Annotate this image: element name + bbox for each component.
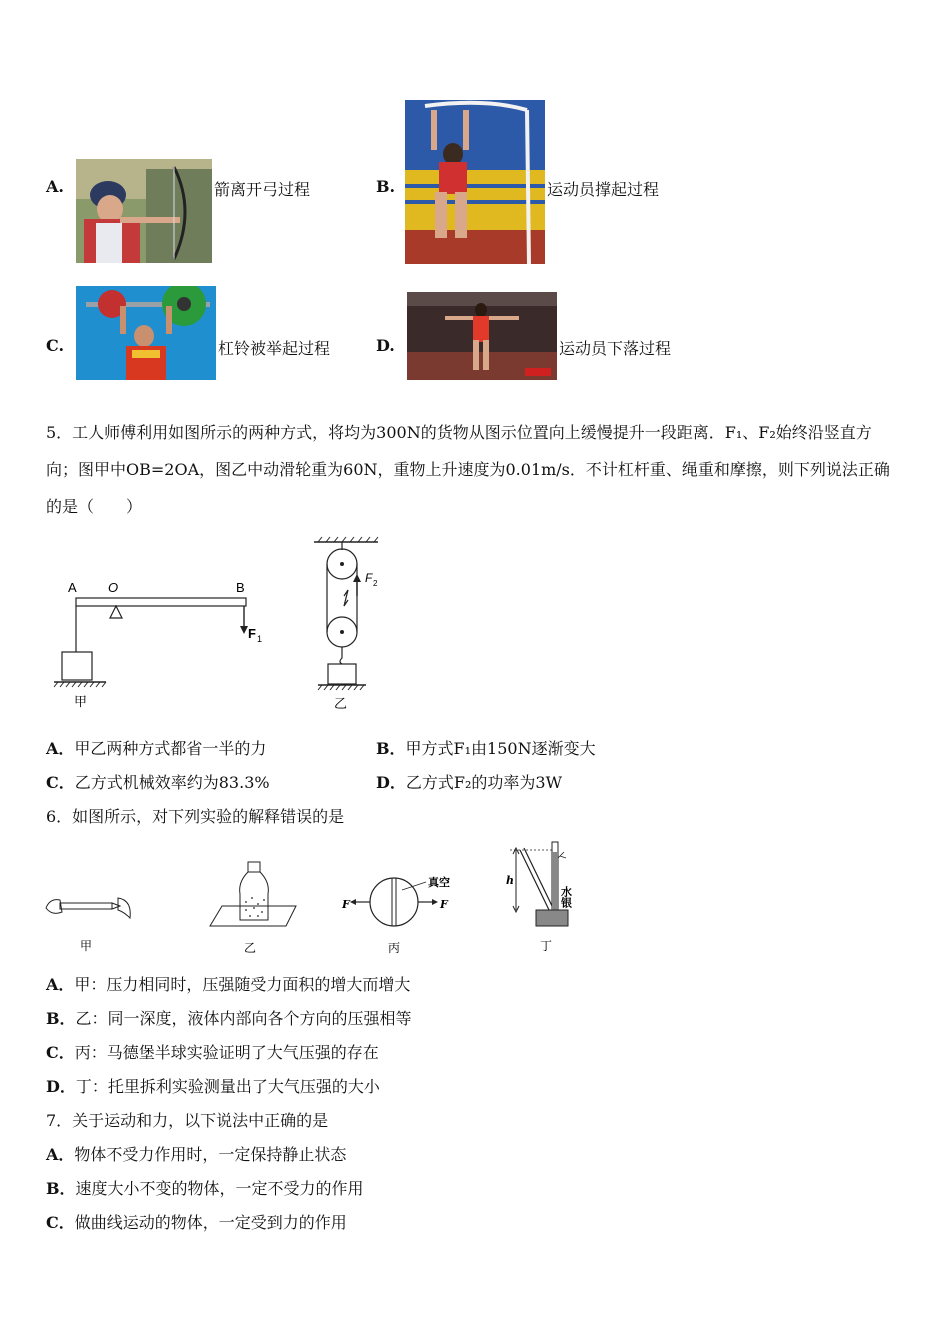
option-label: D.: [376, 336, 395, 355]
option-label: B．: [46, 1009, 76, 1028]
height-label: h: [506, 874, 514, 887]
option-text: 甲方式F₁由150N逐渐变大: [405, 739, 596, 758]
bottle-experiment: [206, 858, 302, 956]
fig-yi-caption: 乙: [334, 697, 348, 712]
option-label: A．: [46, 1145, 75, 1164]
option-text: 丁：托里拆利实验测量出了大气压强的大小: [75, 1077, 380, 1096]
option-text: 速度大小不变的物体，一定不受力的作用: [75, 1179, 364, 1198]
q6-option-b: [46, 1006, 412, 1029]
option-text: 乙方式机械效率约为83.3%: [74, 773, 270, 792]
q7-option-a: [46, 1142, 346, 1165]
weight-box: [62, 652, 92, 680]
option-label: C.: [46, 336, 65, 355]
fig-bing-caption: 丙: [388, 941, 401, 955]
option-label: A．: [46, 739, 75, 758]
q6-stem: 6．如图所示，对下列实验的解释错误的是: [46, 807, 345, 826]
q7-option-c: [46, 1210, 347, 1233]
fulcrum: [110, 606, 122, 618]
q5-option-c: [46, 770, 270, 793]
q6-option-c: [46, 1040, 379, 1063]
mercury-label: 水银: [559, 886, 573, 908]
q6-option-a: [46, 972, 410, 995]
weight-box: [328, 664, 356, 684]
option-label: C．: [46, 1213, 75, 1232]
option-text: 物体不受力作用时，一定保持静止状态: [74, 1145, 347, 1164]
option-text: 做曲线运动的物体，一定受到力的作用: [74, 1213, 347, 1232]
q7-option-b: [46, 1176, 364, 1199]
option-text: 运动员撑起过程: [547, 180, 660, 199]
q6-option-d: [46, 1074, 380, 1097]
option-text: 乙：同一深度，液体内部向各个方向的压强相等: [75, 1009, 412, 1028]
q7-stem: 7．关于运动和力，以下说法中正确的是: [46, 1111, 329, 1130]
lever-diagram: [50, 570, 280, 710]
vacuum-label: 真空: [428, 876, 450, 889]
archery-photo: [76, 159, 212, 263]
point-o-label: O: [108, 580, 119, 595]
option-text: 甲：压力相同时，压强随受力面积的增大而增大: [74, 975, 411, 994]
trampoline-photo: [407, 292, 557, 380]
option-label: B．: [376, 739, 406, 758]
pole-vault-photo: [405, 100, 545, 264]
torricelli-experiment: [500, 840, 586, 956]
f1-label: F: [248, 626, 256, 641]
fig-jia-caption: 甲: [74, 695, 88, 710]
fig-ding-caption: 丁: [540, 939, 553, 953]
force-right-label: F: [440, 898, 448, 911]
weightlifting-photo: [76, 286, 216, 380]
q5-stem-line-3: 的是（ ）: [46, 497, 143, 516]
option-label: D．: [376, 773, 406, 792]
q5-stem-line-1: 5．工人师傅利用如图所示的两种方式，将均为300N的货物从图示位置向上缓慢提升一段距离．F₁、F₂始终沿竖直方: [46, 423, 872, 442]
q5-stem-line-2: 向；图甲中OB=2OA，图乙中动滑轮重为60N，重物上升速度为0.01m/s．不计杠杆重、绳重和摩擦，则下列说法正确: [46, 460, 890, 479]
q5-option-a: [46, 736, 266, 759]
fig-jia-caption: 甲: [80, 939, 93, 953]
f1-arrowhead: [240, 626, 248, 634]
point-b-label: B: [236, 580, 245, 595]
pencil-experiment: [44, 886, 134, 956]
magdeburg-experiment: [340, 870, 464, 956]
option-label: A.: [46, 177, 64, 196]
lever-bar: [76, 598, 246, 606]
pulley-diagram: [308, 536, 388, 712]
f2-label: F: [365, 571, 373, 585]
option-label: B.: [376, 177, 396, 196]
point-a-label: A: [68, 580, 77, 595]
option-text: 甲乙两种方式都省一半的力: [74, 739, 267, 758]
q5-option-b: [376, 736, 596, 759]
force-left-label: F: [342, 898, 350, 911]
option-text: 运动员下落过程: [559, 339, 672, 358]
option-label: D．: [46, 1077, 76, 1096]
f2-subscript: 2: [373, 579, 378, 588]
option-label: A．: [46, 975, 75, 994]
fig-yi-caption: 乙: [244, 941, 257, 955]
option-text: 丙：马德堡半球实验证明了大气压强的存在: [74, 1043, 379, 1062]
option-label: C．: [46, 1043, 75, 1062]
q5-option-d: [376, 770, 562, 793]
option-text: 杠铃被举起过程: [218, 339, 331, 358]
option-label: C．: [46, 773, 75, 792]
f2-arrowhead: [353, 574, 361, 582]
f1-subscript: 1: [257, 634, 263, 644]
option-text: 箭离开弓过程: [214, 180, 311, 199]
option-text: 乙方式F₂的功率为3W: [405, 773, 563, 792]
option-label: B．: [46, 1179, 76, 1198]
